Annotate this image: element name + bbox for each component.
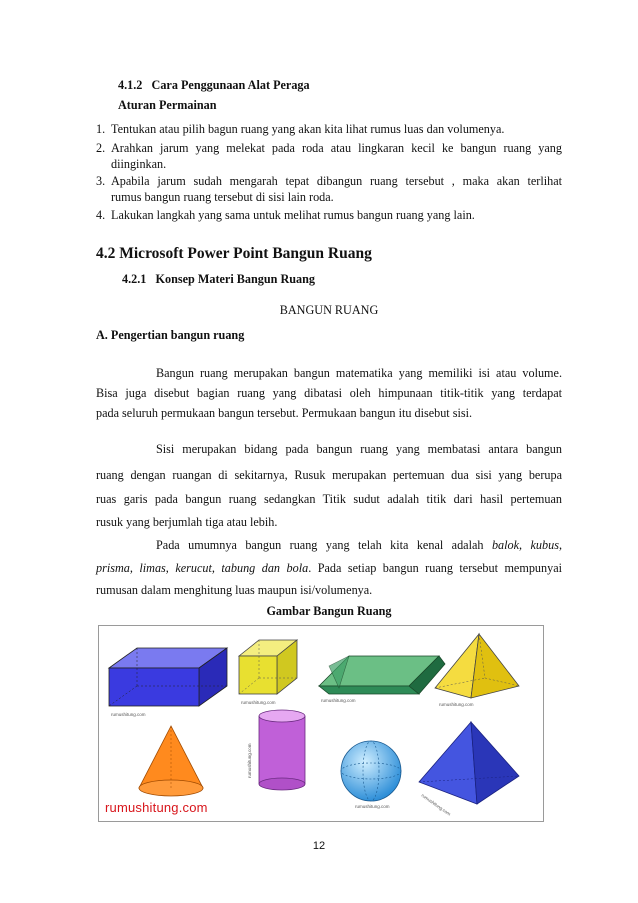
image-credit: rumushitung.com	[355, 804, 390, 809]
paragraph-line: rusuk yang berjumlah tiga atau lebih.	[96, 515, 278, 529]
image-credit: rumushitung.com	[247, 743, 252, 778]
prisma-shape	[319, 656, 445, 703]
paragraph-line: Bangun ruang merupakan bangun matematika yang memiliki isi atau volume.	[156, 366, 562, 380]
figure-caption: Gambar Bangun Ruang	[266, 604, 392, 618]
solids-figure	[98, 625, 544, 822]
rule-text: Tentukan atau pilih bagun ruang yang akan kita lihat rumus luas dan volumenya.	[111, 122, 505, 136]
image-credit: rumushitung.com	[111, 712, 146, 717]
section-heading-4-1-2: 4.1.2 Cara Penggunaan Alat Peraga	[118, 78, 310, 92]
paragraph-line: ruang dengan ruangan di sekitarnya, Rusuk merupakan pertemuan dua sisi yang berupa	[96, 468, 562, 482]
rule-number: 3.	[96, 174, 106, 188]
section-heading-4-2: 4.2 Microsoft Power Point Bangun Ruang	[96, 245, 372, 262]
watermark-text: rumushitung.com	[105, 800, 208, 815]
paragraph-line: pada seluruh permukaan bangun tersebut. Permukaan bangun itu disebut sisi.	[96, 406, 473, 420]
balok-shape	[109, 648, 227, 717]
paragraph-line: Pada umumnya bangun ruang yang telah kita kenal adalah balok, kubus,	[156, 538, 562, 552]
rule-number: 2.	[96, 141, 106, 155]
image-credit: rumushitung.com	[420, 792, 452, 817]
limas-segitiga-shape	[419, 722, 519, 817]
rules-heading: Aturan Permainan	[118, 98, 217, 112]
limas-shape	[435, 634, 519, 707]
bola-shape	[341, 741, 401, 809]
center-title: BANGUN RUANG	[279, 303, 379, 317]
paragraph-line: Bisa juga disebut bagian ruang yang dibatasi oleh himpunaan titik-titik yang terdapat	[96, 386, 562, 400]
rule-text: diinginkan.	[111, 157, 167, 171]
rule-number: 1.	[96, 122, 106, 136]
paragraph-line: ruas garis pada bangun ruang sedangkan Titik sudut adalah titik dari hasil pertemuan	[96, 492, 562, 506]
paragraph-line: Sisi merupakan bidang pada bangun ruang yang membatasi antara bangun	[156, 442, 562, 456]
page-number: 12	[312, 840, 326, 852]
kubus-shape	[239, 640, 297, 705]
kerucut-shape	[139, 726, 203, 796]
section-heading-4-2-1: 4.2.1 Konsep Materi Bangun Ruang	[122, 272, 315, 286]
paragraph-line: rumusan dalam menghitung luas maupun isi/volumenya.	[96, 583, 373, 597]
rule-text: Apabila jarum sudah mengarah tepat dibangun ruang tersebut , maka akan terlihat	[111, 174, 562, 188]
rule-text: Lakukan langkah yang sama untuk melihat rumus bangun ruang yang lain.	[111, 208, 475, 222]
tabung-shape	[247, 710, 305, 790]
subsection-a-heading: A. Pengertian bangun ruang	[96, 328, 245, 342]
image-credit: rumushitung.com	[241, 700, 276, 705]
rule-number: 4.	[96, 208, 106, 222]
rule-text: Arahkan jarum yang melekat pada roda atau lingkaran kecil ke bangun ruang yang	[111, 141, 562, 155]
paragraph-line: prisma, limas, kerucut, tabung dan bola. Pada setiap bangun ruang tersebut mempunyai	[96, 561, 562, 575]
image-credit: rumushitung.com	[439, 702, 474, 707]
image-credit: rumushitung.com	[321, 698, 356, 703]
solids-illustration	[99, 626, 543, 821]
rule-text: rumus bangun ruang tersebut di sisi lain roda.	[111, 190, 334, 204]
